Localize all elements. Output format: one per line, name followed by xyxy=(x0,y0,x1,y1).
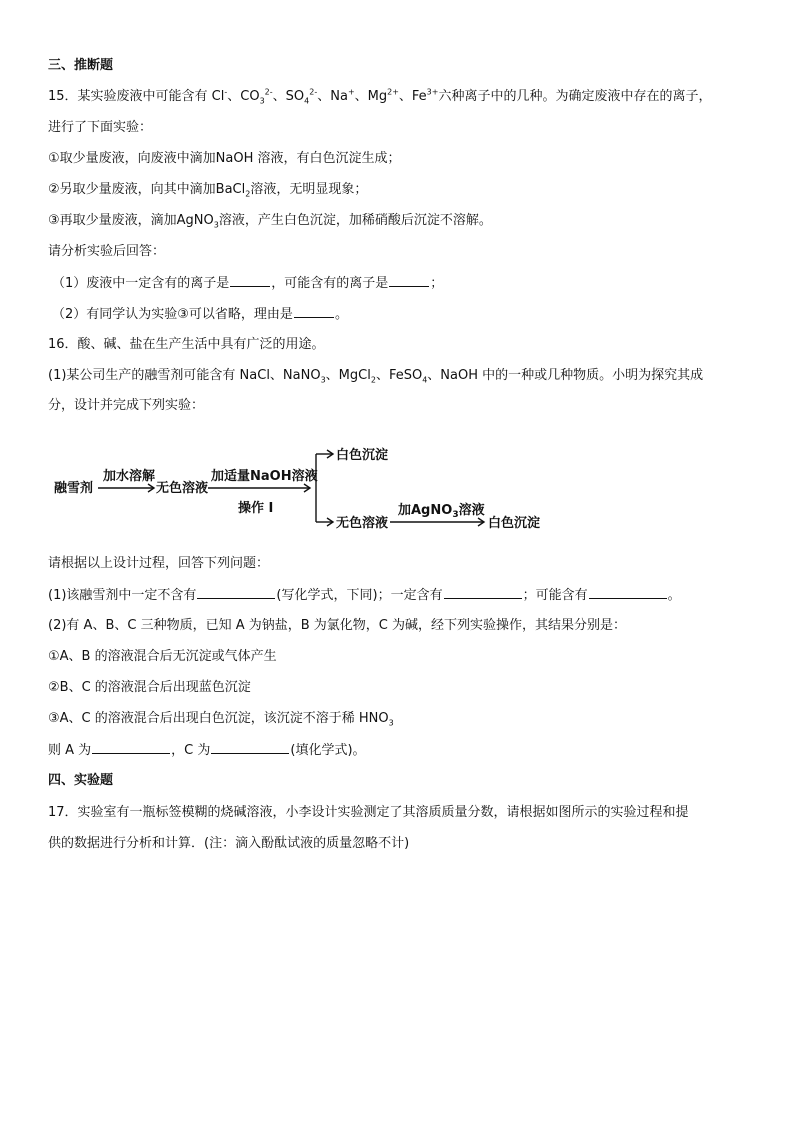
flow-start-label: 融雪剂 xyxy=(54,481,94,496)
q16-p1-line2: 分，设计并完成下列实验： xyxy=(48,398,205,413)
q15-ask: 请分析实验后回答： xyxy=(48,244,166,259)
q15-step2: ②另取少量废液，向其中滴加BaCl$_2$溶液，无明显现象； xyxy=(48,182,368,199)
q15-stem-line2: 进行了下面实验： xyxy=(48,120,153,135)
q16-p1-line1: (1)某公司生产的融雪剂可能含有 NaCl、NaNO$_3$、MgCl$_2$、FeSO$_4$、NaOH 中的一种或几种物质。小明为探究其成 xyxy=(48,368,704,385)
flow-arrow2-label: 加适量NaOH溶液 xyxy=(211,469,318,484)
answer-blank[interactable] xyxy=(389,274,429,287)
answer-blank[interactable] xyxy=(444,586,522,599)
q15-step3: ③再取少量废液，滴加AgNO$_3$溶液，产生白色沉淀，加稀硝酸后沉淀不溶解。 xyxy=(48,213,492,230)
answer-blank[interactable] xyxy=(294,305,334,318)
flow-arrow1-label: 加水溶解 xyxy=(103,469,156,484)
q16-ask: 请根据以上设计过程，回答下列问题： xyxy=(48,556,270,571)
q16-stem: 16．酸、碱、盐在生产生活中具有广泛的用途。 xyxy=(48,337,325,352)
answer-blank[interactable] xyxy=(230,274,270,287)
q16-r3: ③A、C 的溶液混合后出现白色沉淀，该沉淀不溶于稀 $HNO_3$ xyxy=(48,711,394,728)
q16-answer-line: 则 A 为 ，C 为 (填化学式)。 xyxy=(48,743,366,758)
q17-line2: 供的数据进行分析和计算．(注：滴入酚酞试液的质量忽略不计) xyxy=(48,836,410,851)
experiment-flow-diagram xyxy=(48,436,548,536)
section-title-inference: 三、推断题 xyxy=(48,58,114,73)
flow-top-result: 白色沉淀 xyxy=(336,448,389,463)
flow-mid-label: 无色溶液 xyxy=(156,481,209,496)
q16-q1: (1)该融雪剂中一定不含有 (写化学式，下同)；一定含有 ；可能含有 。 xyxy=(48,588,681,603)
q17-line1: 17．实验室有一瓶标签模糊的烧碱溶液，小李设计实验测定了其溶质质量分数，请根据如图所示的实验过程和提 xyxy=(48,805,689,820)
answer-blank[interactable] xyxy=(197,586,275,599)
section-title-experiment: 四、实验题 xyxy=(48,773,114,788)
answer-blank[interactable] xyxy=(92,741,170,754)
flow-op-label: 操作 I xyxy=(238,501,274,516)
answer-blank[interactable] xyxy=(589,586,667,599)
flow-end-label: 白色沉淀 xyxy=(488,516,541,531)
q15-step1: ①取少量废液，向废液中滴加NaOH 溶液，有白色沉淀生成； xyxy=(48,151,401,166)
q15-sub1: （1）废液中一定含有的离子是 ，可能含有的离子是 ； xyxy=(52,276,444,291)
answer-blank[interactable] xyxy=(211,741,289,754)
q16-r2: ②B、C 的溶液混合后出现蓝色沉淀 xyxy=(48,680,251,695)
q15-stem-line1: 15．某实验废液中可能含有 Cl-、$CO_3^{2-}$、$SO_4^{2-}$、Na+、$Mg^{2+}$、$Fe^{3+}$六种离子中的几种。为确定废液中存在的离子， xyxy=(48,87,712,106)
flow-branch-label: 无色溶液 xyxy=(336,516,389,531)
flow-arrow3-label: 加AgNO$_3$溶液 xyxy=(398,503,485,520)
q16-q2: (2)有 A、B、C 三种物质，已知 A 为钠盐，B 为氯化物，C 为碱，经下列实验操作，其结果分别是： xyxy=(48,618,626,633)
q15-sub2: （2）有同学认为实验③可以省略，理由是 。 xyxy=(52,307,348,322)
q16-r1: ①A、B 的溶液混合后无沉淀或气体产生 xyxy=(48,649,277,664)
